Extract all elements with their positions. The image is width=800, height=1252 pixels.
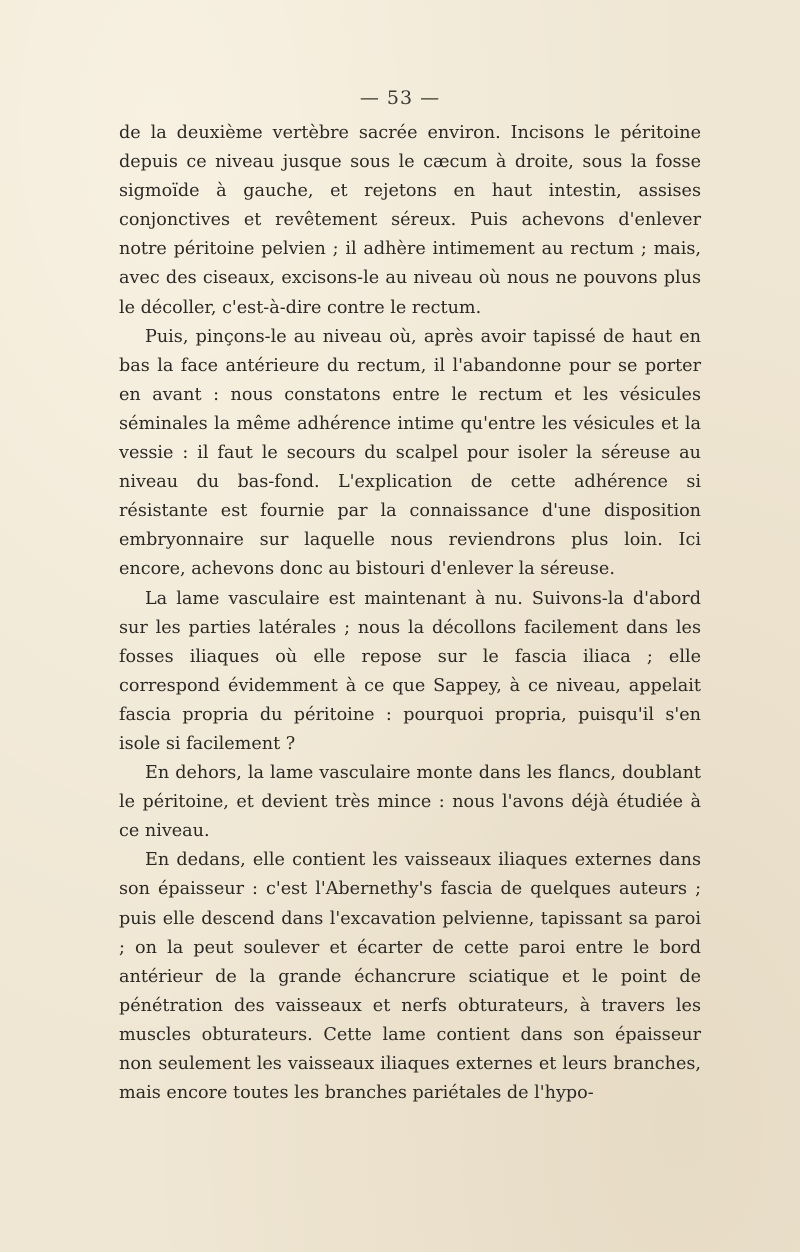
body-text: [119, 119, 701, 1108]
paragraph-5: En dedans, elle contient les vaisseaux iliaques externes dans son épaisseur : c'est l'Abernethy's fascia de quelques auteurs ; puis elle descend dans l'excavation pelvienne, tapissant sa paroi ; on la peut soulever et écarter de cette paroi entre le bord antérieur de la grande échancrure sciatique et le point de pénétration des vaisseaux et nerfs obturateurs, à travers les muscles obturateurs. Cette lame contient dans son épaisseur non seulement les vaisseaux iliaques externes et leurs branches, mais encore toutes les branches pariétales de l'hypo-: [119, 850, 701, 1104]
paragraph-2: Puis, pinçons-le au niveau où, après avoir tapissé de haut en bas la face antérieure du rectum, il l'abandonne pour se porter en avant : nous constatons entre le rectum et les vésicules séminales la même adhérence intime qu'entre les vésicules et la vessie : il faut le secours du scalpel pour isoler la séreuse au niveau du bas-fond. L'explication de cette adhérence si résistante est fournie par la connaissance d'une disposition embryonnaire sur laquelle nous reviendrons plus loin. Ici encore, achevons donc au bistouri d'enlever la séreuse.: [119, 326, 701, 580]
page-number: — 53 —: [359, 87, 441, 109]
paragraph-1: de la deuxième vertèbre sacrée environ. Incisons le péritoine depuis ce niveau jusque sous le cæcum à droite, sous la fosse sigmoïde à gauche, et rejetons en haut intestin, assises conjonctives et revêtement séreux. Puis achevons d'enlever notre péritoine pelvien ; il adhère intimement au rectum ; mais, avec des ciseaux, excisons-le au niveau où nous ne pouvons plus le décoller, c'est-à-dire contre le rectum.: [119, 123, 701, 318]
paragraph-3: La lame vasculaire est maintenant à nu. Suivons-la d'abord sur les parties latérales ; nous la décollons facilement dans les fosses iliaques où elle repose sur le fascia iliaca ; elle correspond évidemment à ce que Sappey, à ce niveau, appelait fascia propria du péritoine : pourquoi propria, puisqu'il s'en isole si facilement ?: [119, 588, 701, 754]
paragraph-4: En dehors, la lame vasculaire monte dans les flancs, doublant le péritoine, et devient très mince : nous l'avons déjà étudiée à ce niveau.: [119, 763, 701, 842]
